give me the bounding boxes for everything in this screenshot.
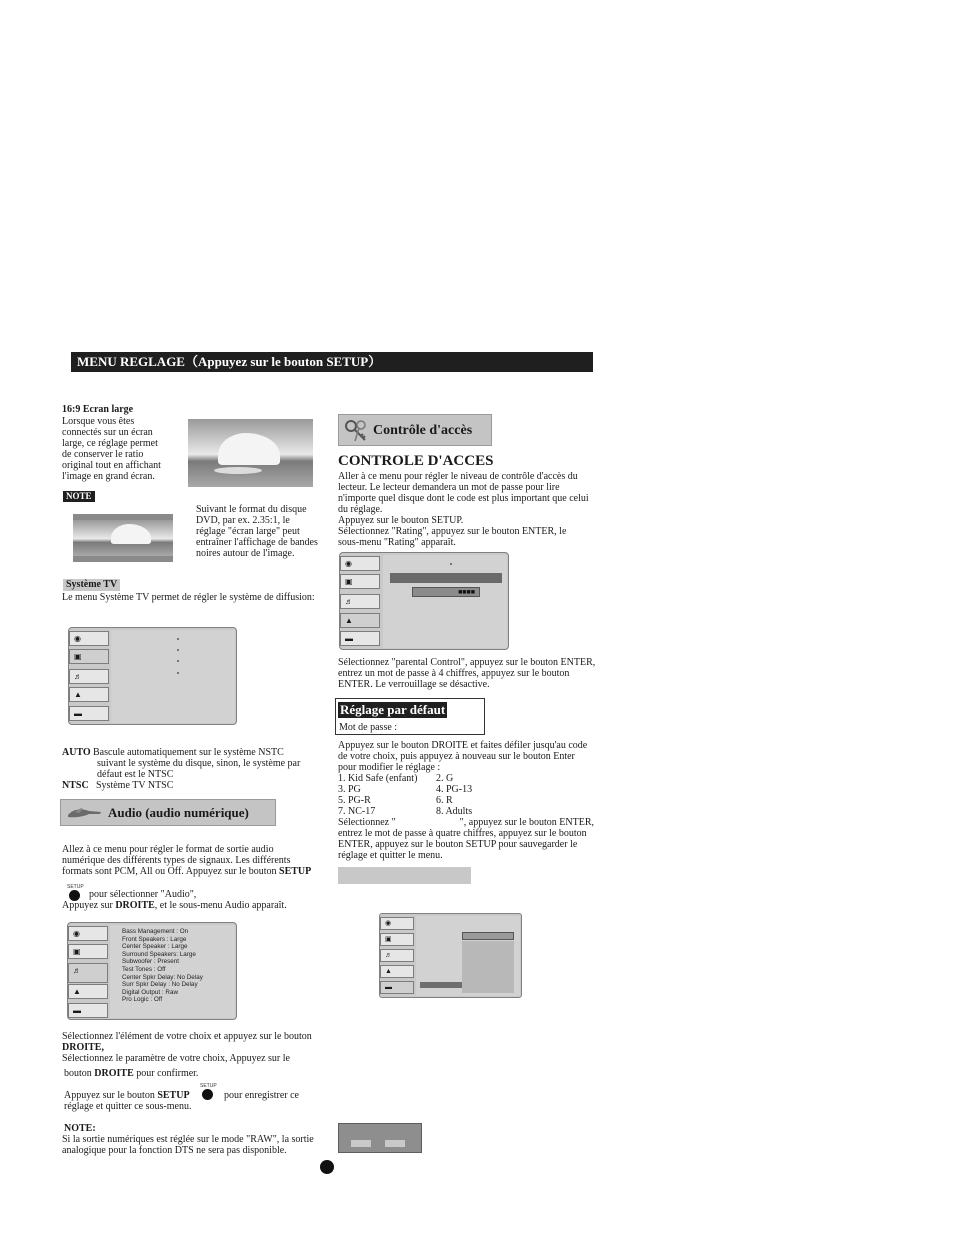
page-header: MENU REGLAGE（Appuyez sur le bouton SETUP） bbox=[71, 352, 593, 372]
select-element-text: Sélectionnez l'élément de votre choix et appuyez sur le bouton DROITE, Sélectionnez le paramètre de votre choix, Appuyez sur le bbox=[62, 1031, 312, 1064]
audio-note-body: Si la sortie numériques est réglée sur le mode "RAW", la sortie analogique pour la fonction DTS ne sera pas disponible. bbox=[62, 1134, 314, 1156]
audio-menu-item: Test Tones : Off bbox=[122, 965, 166, 973]
save-text: Appuyez sur le bouton SETUP bbox=[64, 1090, 190, 1101]
default-settings-box bbox=[335, 698, 485, 735]
audio-menu-item: Pro Logic : Off bbox=[122, 996, 163, 1004]
tv-system-description: Le menu Système TV permet de régler le système de diffusion: bbox=[62, 592, 315, 603]
note-line: DVD, par ex. 2.35:1, le bbox=[196, 515, 290, 526]
audio-menu-screenshot bbox=[67, 922, 237, 1020]
note-line: Suivant le format du disque bbox=[196, 504, 307, 515]
audio-icon: ♬ bbox=[380, 949, 414, 962]
ratings-list: 1. Kid Safe (enfant) 2. G 3. PG 4. PG-13 5. PG-R 6. R 7. NC-17 8. Adults bbox=[338, 773, 473, 817]
audio-menu-item: Center Spkr Delay: No Delay bbox=[122, 973, 203, 981]
setup-icon: ▬ bbox=[68, 1003, 108, 1018]
iceberg-wide-photo bbox=[188, 419, 313, 487]
wide-description bbox=[62, 416, 161, 482]
setup-button-icon bbox=[202, 1089, 213, 1100]
save-text-line2: réglage et quitter ce sous-menu. bbox=[64, 1101, 192, 1112]
setup-icon: ▬ bbox=[340, 631, 380, 646]
access-banner-title: Contrôle d'accès bbox=[373, 423, 473, 438]
note-line: réglage "écran large" peut bbox=[196, 526, 300, 537]
rating-menu-screenshot bbox=[339, 552, 509, 650]
select-rating-line: Sélectionnez " ", appuyez sur le bouton ENTER, bbox=[338, 817, 595, 828]
iceberg-letterbox-photo bbox=[73, 514, 173, 562]
confirm-text: bouton DROITE pour confirmer. bbox=[64, 1068, 199, 1079]
audio-line: Allez à ce menu pour régler le format de sortie audio bbox=[62, 844, 274, 855]
picture-icon: ▣ bbox=[69, 649, 109, 664]
note-description bbox=[196, 504, 318, 559]
audio-menu-item: Bass Management : On bbox=[122, 928, 189, 935]
wide-line: Lorsque vous êtes bbox=[62, 416, 135, 427]
lock-icon: ▲ bbox=[68, 984, 108, 999]
wide-line: de conserver le ratio bbox=[62, 449, 144, 460]
access-title: CONTROLE D'ACCES bbox=[338, 453, 494, 469]
ntsc-description: Système TV NTSC bbox=[96, 780, 174, 791]
setup-label: SETUP bbox=[200, 1083, 217, 1089]
blank-label-bar bbox=[338, 867, 471, 884]
access-banner bbox=[338, 414, 492, 446]
default-menu-screenshot bbox=[379, 913, 522, 998]
audio-banner bbox=[60, 799, 276, 826]
final-description: entrez le mot de passe à quatre chiffres, appuyez sur le bouton ENTER, appuyez sur le bouton SETUP pour sauvegarder le réglage et quitter le menu. bbox=[338, 828, 587, 861]
picture-icon: ▣ bbox=[68, 944, 108, 959]
picture-icon: ▣ bbox=[340, 574, 380, 589]
select-audio-text: pour sélectionner "Audio", bbox=[89, 889, 197, 900]
auto-description bbox=[93, 747, 300, 780]
audio-icon: ♬ bbox=[69, 669, 109, 684]
tv-system-heading: Système TV bbox=[63, 579, 120, 591]
wide-line: large, ce réglage permet bbox=[62, 438, 158, 449]
dialog-button[interactable] bbox=[385, 1140, 405, 1147]
selected-row bbox=[420, 982, 462, 988]
ntsc-key: NTSC bbox=[62, 780, 89, 791]
disc-icon: ◉ bbox=[340, 556, 380, 571]
wide-line: connectés sur un écran bbox=[62, 427, 153, 438]
audio-banner-title: Audio (audio numérique) bbox=[108, 805, 249, 820]
note-line: noires autour de l'image. bbox=[196, 548, 295, 559]
parental-description: Sélectionnez "parental Control", appuyez sur le bouton ENTER, entrez un mot de passe à 4 chiffres, appuyez sur le bouton ENTER. Le verrouillage se désactive. bbox=[338, 657, 596, 690]
lock-icon: ▲ bbox=[380, 965, 414, 978]
setup-label: SETUP bbox=[67, 884, 84, 890]
audio-menu-list bbox=[122, 928, 203, 1004]
password-label: Mot de passe : bbox=[339, 722, 398, 733]
save-text-tail: pour enregistrer ce bbox=[224, 1090, 299, 1101]
picture-icon: ▣ bbox=[380, 933, 414, 946]
audio-menu-item: Subwoofer : Present bbox=[122, 958, 180, 966]
lock-icon: ▲ bbox=[69, 687, 109, 702]
note-tag: NOTE bbox=[63, 491, 95, 502]
confirm-dialog bbox=[338, 1123, 422, 1153]
audio-line: numérique des différents types de signaux. Les différents bbox=[62, 855, 291, 866]
audio-menu-item: Surr Spkr Delay : No Delay bbox=[122, 981, 198, 989]
disc-icon: ◉ bbox=[69, 631, 109, 646]
rating-highlight bbox=[390, 573, 502, 583]
setup-icon: ▬ bbox=[380, 981, 414, 994]
tv-menu-screenshot bbox=[68, 627, 237, 725]
lock-icon: ▲ bbox=[340, 613, 380, 628]
audio-description bbox=[62, 844, 311, 877]
audio-menu-item: Digital Output : Raw bbox=[122, 988, 178, 996]
wide-title: 16:9 Ecran large bbox=[62, 404, 134, 415]
setup-icon: ▬ bbox=[69, 706, 109, 721]
audio-line: formats sont PCM, All ou Off. Appuyez sur le bouton SETUP bbox=[62, 866, 312, 877]
disc-icon: ◉ bbox=[68, 926, 108, 941]
auto-line: Bascule automatiquement sur le système NSTC bbox=[93, 747, 284, 758]
dialog-button[interactable] bbox=[351, 1140, 371, 1147]
default-settings-title: Réglage par défaut bbox=[340, 702, 446, 717]
password-box: ■■■■ bbox=[412, 587, 480, 597]
droite-instruction: Appuyez sur DROITE, et le sous-menu Audio apparaît. bbox=[62, 900, 287, 911]
keys-icon bbox=[343, 418, 369, 444]
option-highlight bbox=[462, 932, 514, 940]
wide-line: l'image en grand écran. bbox=[62, 471, 155, 482]
code-description: Appuyez sur le bouton DROITE et faites défiler jusqu'au code de votre choix, puis appuyez à nouveau sur le bouton Enter pour modifier le réglage : bbox=[338, 740, 588, 773]
audio-icon: ♬ bbox=[68, 963, 108, 983]
audio-menu-item: Front Speakers : Large bbox=[122, 935, 187, 943]
audio-menu-item: Surround Speakers: Large bbox=[122, 950, 196, 958]
wide-line: original tout en affichant bbox=[62, 460, 161, 471]
audio-note-title: NOTE: bbox=[64, 1123, 96, 1134]
option-list bbox=[462, 941, 514, 993]
disc-icon: ◉ bbox=[380, 917, 414, 930]
auto-line: suivant le système du disque, sinon, le système par bbox=[97, 758, 301, 769]
auto-key: AUTO bbox=[62, 747, 91, 758]
auto-line: défaut est le NTSC bbox=[97, 769, 174, 780]
access-description: Aller à ce menu pour régler le niveau de contrôle d'accès du lecteur. Le lecteur demandera un mot de passe pour lire n'importe quel disque dont le code est plus important que celui du réglage. Appuyez sur le bouton SETUP. Sélectionnez "Rating", appuyez sur le bouton ENTER, le sous-menu "Rating" apparaît. bbox=[338, 471, 589, 548]
note-line: entraîner l'affichage de bandes bbox=[196, 537, 318, 548]
hand-pointer-icon bbox=[67, 806, 103, 820]
page-number-badge bbox=[320, 1160, 334, 1174]
audio-icon: ♬ bbox=[340, 594, 380, 609]
audio-menu-item: Center Speaker : Large bbox=[122, 943, 188, 951]
